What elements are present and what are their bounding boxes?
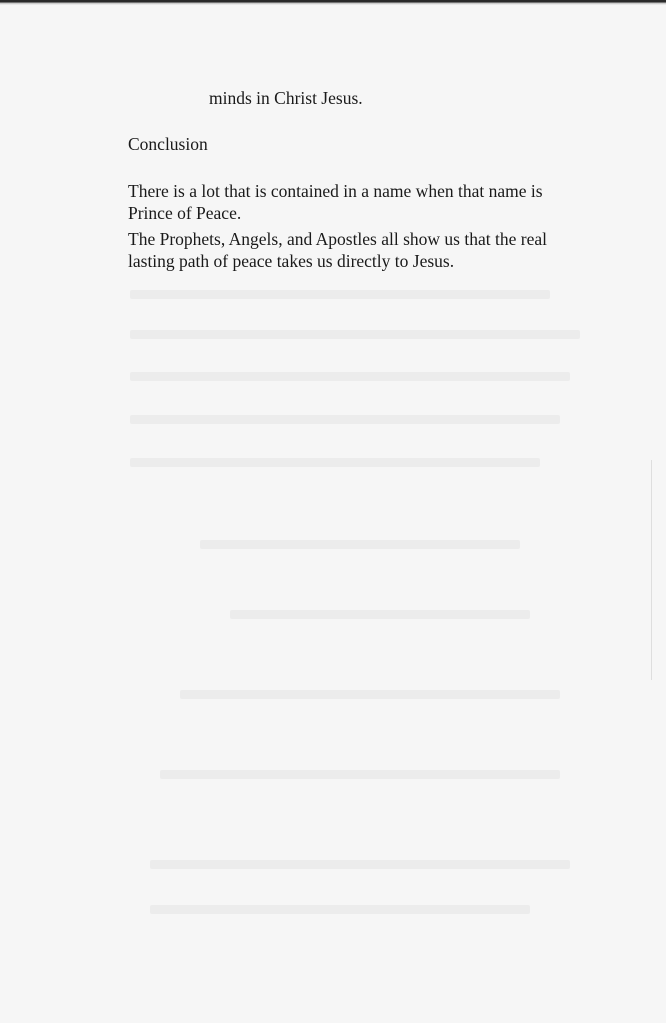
show-through-mark [130, 415, 560, 424]
show-through-mark [130, 458, 540, 467]
text-line-6: lasting path of peace takes us directly to Jesus. [128, 251, 455, 271]
show-through-mark [160, 770, 560, 779]
show-through-mark [130, 290, 550, 299]
show-through-mark [150, 860, 570, 869]
text-line-4: Prince of Peace. [128, 203, 242, 223]
text-line-1: minds in Christ Jesus. [209, 88, 363, 108]
show-through-mark [180, 690, 560, 699]
show-through-mark [130, 330, 580, 339]
text-line-5: The Prophets, Angels, and Apostles all show us that the real [128, 229, 547, 249]
text-line-3: There is a lot that is contained in a name when that name is [128, 181, 543, 201]
section-heading-conclusion: Conclusion [128, 134, 208, 154]
show-through-mark [130, 372, 570, 381]
page-fold-mark [651, 460, 666, 680]
show-through-mark [200, 540, 520, 549]
show-through-mark [150, 905, 530, 914]
show-through-mark [230, 610, 530, 619]
